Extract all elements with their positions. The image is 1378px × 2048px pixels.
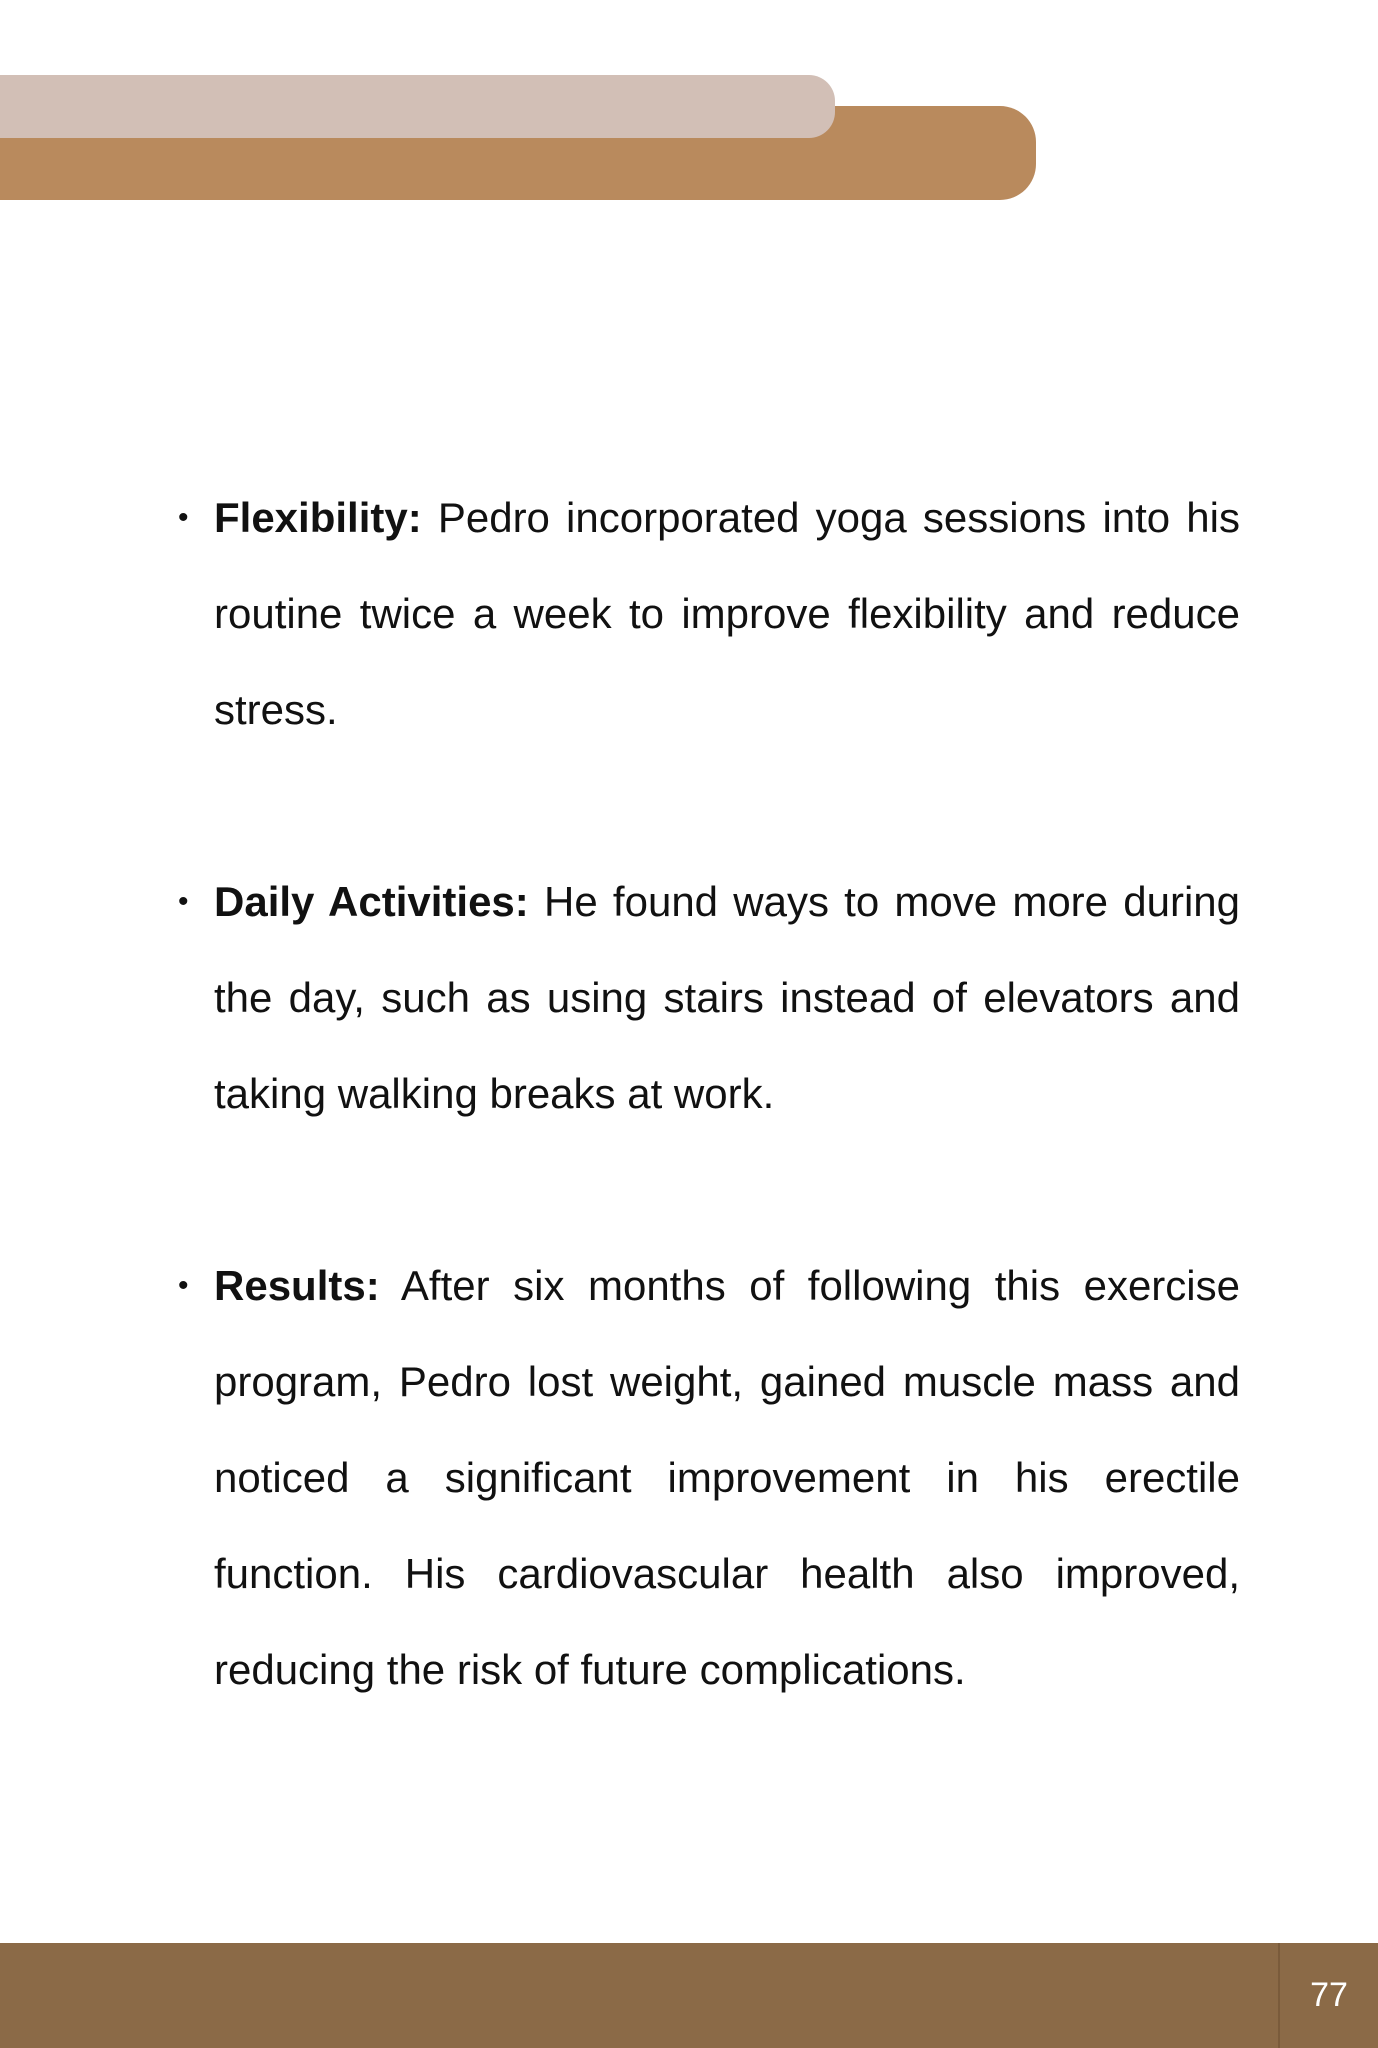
header-decoration-bar-light bbox=[0, 75, 835, 138]
content-area bbox=[170, 470, 1240, 1718]
bullet-dot-icon: • bbox=[178, 885, 189, 918]
bullet-dot-icon: • bbox=[178, 1269, 189, 1302]
bullet-term: Daily Activities: bbox=[214, 878, 529, 925]
page-number: 77 bbox=[1310, 1976, 1348, 2014]
bullet-term: Results: bbox=[214, 1262, 380, 1309]
footer-bar bbox=[0, 1943, 1378, 2048]
bullet-item-results bbox=[170, 1238, 1240, 1718]
bullet-dot-icon: • bbox=[178, 501, 189, 534]
bullet-text: Pedro incorporated yoga sessions into his routine twice a week to improve flexibility and reduce stress. bbox=[214, 494, 1240, 733]
bullet-term: Flexibility: bbox=[214, 494, 422, 541]
bullet-item-flexibility bbox=[170, 470, 1240, 758]
bullet-item-daily-activities bbox=[170, 854, 1240, 1142]
bullet-text: He found ways to move more during the day, such as using stairs instead of elevators and taking walking breaks at work. bbox=[214, 878, 1240, 1117]
bullet-text: After six months of following this exercise program, Pedro lost weight, gained muscle mass and noticed a significant improvement in his erectile function. His cardiovascular health also improved, reducing the risk of future complications. bbox=[214, 1262, 1240, 1693]
bullet-list bbox=[170, 470, 1240, 1718]
page-number-box bbox=[1278, 1943, 1378, 2048]
